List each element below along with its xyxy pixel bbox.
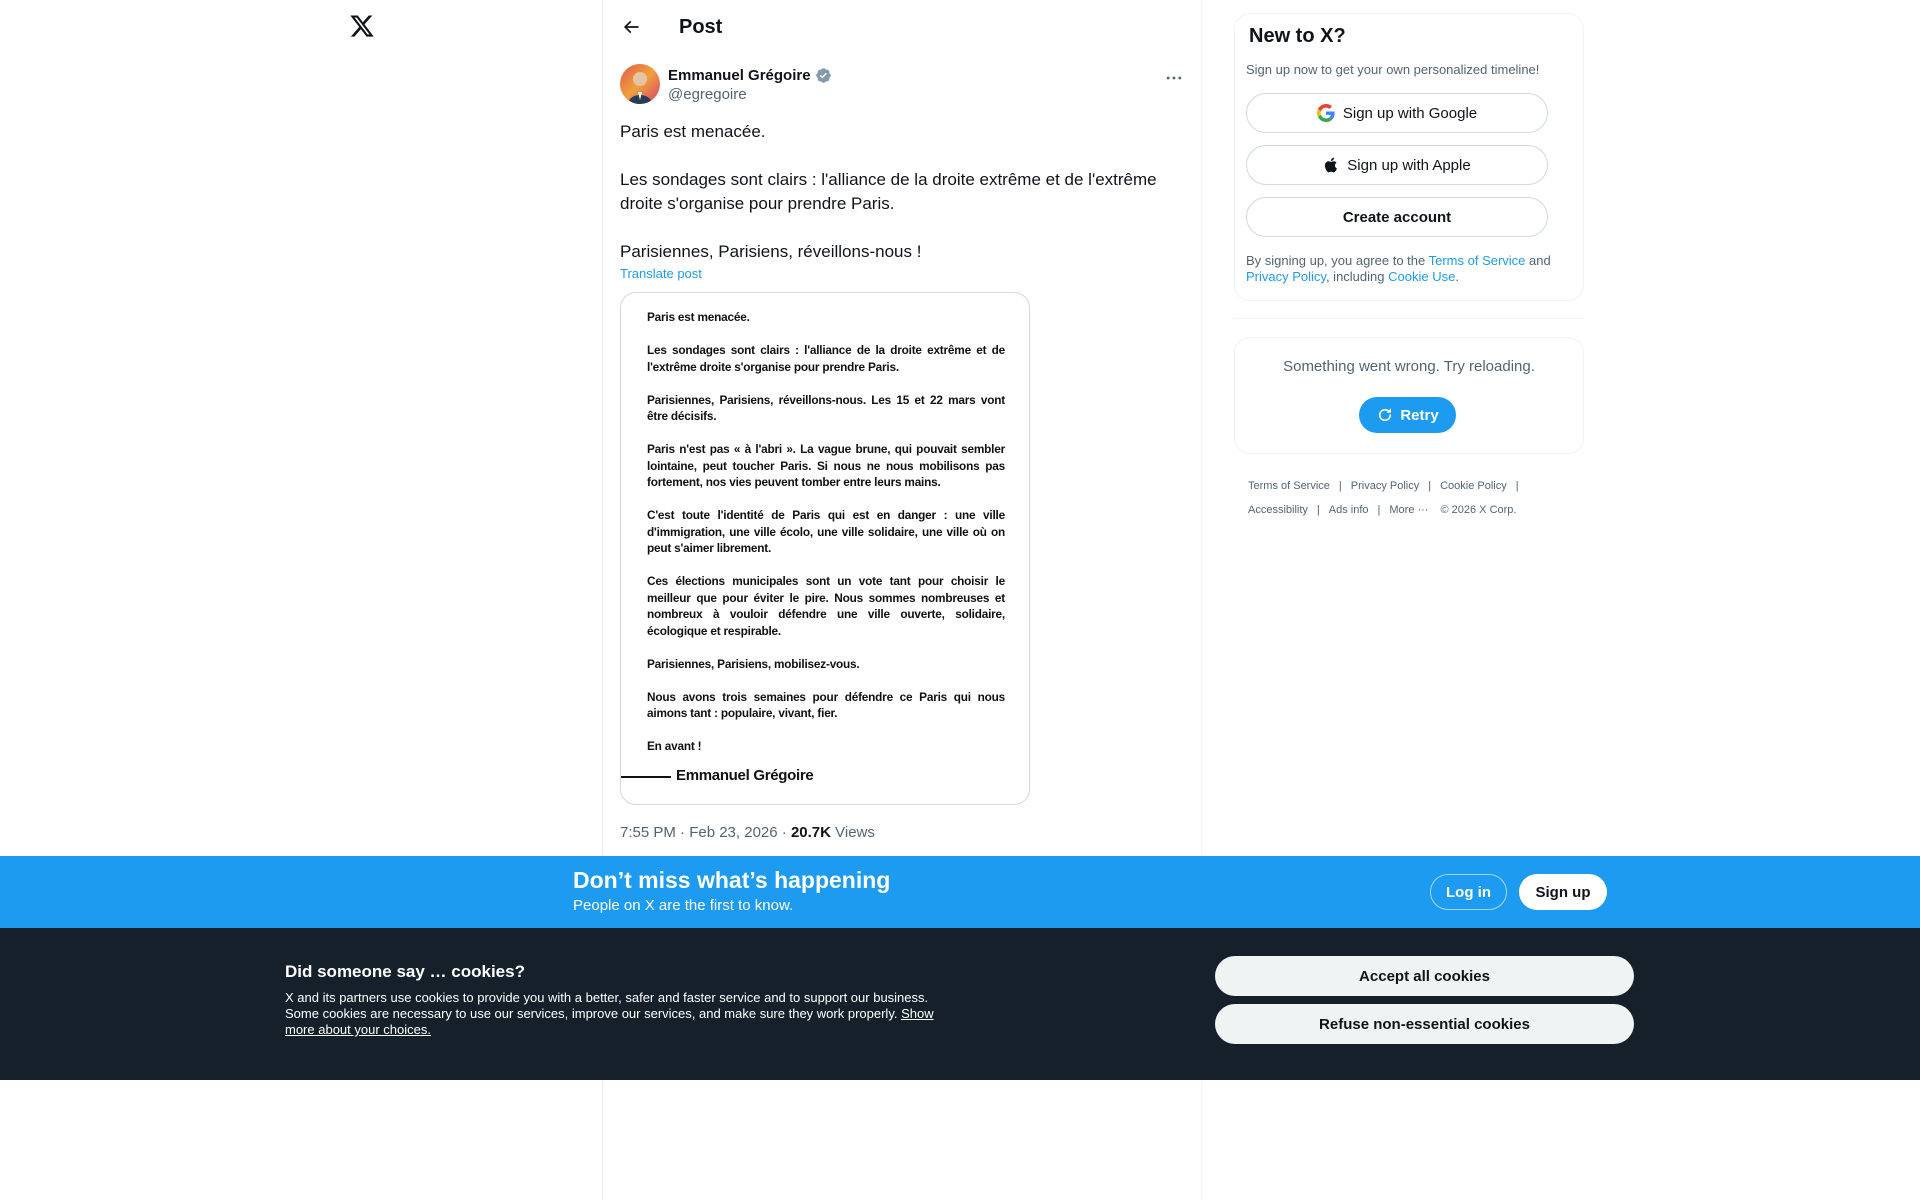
post-paragraph: Parisiennes, Parisiens, réveillons-nous ! bbox=[620, 242, 922, 261]
post-paragraph-spacer bbox=[620, 144, 1186, 168]
sidebar-divider bbox=[1234, 318, 1584, 319]
signup-button[interactable]: Sign up bbox=[1519, 874, 1607, 910]
translate-post-link[interactable]: Translate post bbox=[620, 266, 702, 281]
signup-apple-label: Sign up with Apple bbox=[1347, 156, 1471, 174]
terms-of-service-link[interactable]: Terms of Service bbox=[1428, 253, 1526, 268]
privacy-policy-link[interactable]: Privacy Policy bbox=[1246, 269, 1326, 284]
google-icon bbox=[1317, 104, 1335, 122]
more-options-icon[interactable] bbox=[1162, 68, 1186, 88]
error-message: Something went wrong. Try reloading. bbox=[1283, 358, 1535, 375]
author-row bbox=[620, 64, 1186, 106]
author-info bbox=[668, 66, 832, 103]
image-paragraph: Parisiennes, Parisiens, réveillons-nous. Les 15 et 22 mars vont être décisifs. bbox=[647, 392, 1005, 423]
retry-label: Retry bbox=[1400, 406, 1439, 424]
banner-title: Don’t miss what’s happening bbox=[573, 867, 891, 893]
footer-cookie-link[interactable]: Cookie Policy bbox=[1440, 480, 1507, 492]
footer-links: Terms of Service | Privacy Policy | Cookie Policy | Accessibility | Ads info | More ··· © 2026 X Corp. bbox=[1248, 474, 1578, 522]
image-paragraph: Parisiennes, Parisiens, mobilisez-vous. bbox=[647, 656, 860, 671]
post-paragraph-spacer bbox=[620, 216, 1186, 240]
image-paragraph: Les sondages sont clairs : l'alliance de la droite extrême et de l'extrême droite s'organise pour prendre Paris. bbox=[647, 343, 1005, 374]
post bbox=[620, 64, 1186, 841]
signup-google-button[interactable] bbox=[1246, 93, 1548, 133]
post-header bbox=[621, 14, 722, 40]
footer-privacy-link[interactable]: Privacy Policy bbox=[1350, 480, 1420, 492]
author-name[interactable]: Emmanuel Grégoire bbox=[668, 66, 811, 84]
cookie-use-link[interactable]: Cookie Use bbox=[1388, 269, 1456, 284]
signup-google-label: Sign up with Google bbox=[1342, 104, 1478, 122]
post-timestamp[interactable]: 7:55 PM · Feb 23, 2026 · bbox=[620, 824, 791, 841]
image-paragraph: Paris n'est pas « à l'abri ». La vague brune, qui pouvait sembler lointaine, peut toucher Paris. Si nous ne nous mobilisons pas fortement, nos vies peuvent tomber entre leurs mains. bbox=[647, 442, 1005, 489]
post-paragraph: Les sondages sont clairs : l'alliance de la droite extrême et de l'extrême droite s'organise pour prendre Paris. bbox=[620, 170, 1157, 213]
image-paragraph: Paris est menacée. bbox=[647, 310, 750, 324]
x-logo-icon[interactable] bbox=[349, 13, 375, 41]
post-paragraph: Paris est menacée. bbox=[620, 122, 766, 141]
post-meta bbox=[620, 824, 1186, 841]
footer-terms-link[interactable]: Terms of Service bbox=[1248, 480, 1330, 492]
login-button[interactable]: Log in bbox=[1430, 874, 1507, 910]
verified-badge-icon bbox=[815, 67, 832, 84]
footer-accessibility-link[interactable]: Accessibility bbox=[1248, 504, 1308, 516]
signup-title: New to X? bbox=[1249, 25, 1346, 47]
create-account-button[interactable]: Create account bbox=[1246, 197, 1548, 237]
login-banner bbox=[0, 856, 1920, 928]
refresh-icon bbox=[1376, 406, 1394, 424]
image-paragraph: Ces élections municipales sont un vote tant pour choisir le meilleur que pour éviter le pire. Nous sommes nombreuses et nombreux à vouloir défendre une ville ouverte, solidaire, écologique et respirable. bbox=[647, 574, 1005, 638]
image-paragraph: En avant ! bbox=[647, 739, 702, 753]
author-handle[interactable]: @egregoire bbox=[668, 86, 747, 103]
signature-line bbox=[621, 776, 671, 778]
image-paragraph: Nous avons trois semaines pour défendre ce Paris qui nous aimons tant : populaire, vivant, fier. bbox=[647, 689, 1005, 720]
views-count: 20.7K bbox=[790, 824, 831, 841]
footer-copyright: © 2026 X Corp. bbox=[1440, 504, 1517, 516]
apple-icon bbox=[1323, 156, 1339, 174]
refuse-cookies-button[interactable]: Refuse non-essential cookies bbox=[1215, 1004, 1634, 1044]
image-signature: Emmanuel Grégoire bbox=[676, 767, 814, 784]
cookie-title: Did someone say … cookies? bbox=[285, 962, 525, 981]
signup-card bbox=[1234, 13, 1584, 301]
retry-button[interactable] bbox=[1359, 397, 1456, 433]
banner-subtitle: People on X are the first to know. bbox=[573, 897, 794, 914]
image-paragraph: C'est toute l'identité de Paris qui est en danger : une ville d'immigration, une ville écolo, une ville solidaire, une ville où on peut s'aimer librement. bbox=[647, 508, 1005, 555]
cookie-text: X and its partners use cookies to provide you with a better, safer and faster service and to support our business. Some cookies are necessary to use our services, improve our services, and make sure they work properly. Show more about your choices. bbox=[285, 990, 934, 1037]
signup-subtitle: Sign up now to get your own personalized timeline! bbox=[1246, 62, 1540, 77]
back-arrow-icon[interactable] bbox=[621, 17, 641, 37]
footer-more-link[interactable]: More ··· bbox=[1389, 504, 1429, 516]
page-title: Post bbox=[679, 15, 723, 38]
accept-cookies-button[interactable]: Accept all cookies bbox=[1215, 956, 1634, 996]
signup-apple-button[interactable] bbox=[1246, 145, 1548, 185]
signup-terms: By signing up, you agree to the Terms of Service and Privacy Policy, including Cookie Use. bbox=[1246, 253, 1551, 284]
post-image[interactable] bbox=[620, 292, 1030, 805]
footer-ads-link[interactable]: Ads info bbox=[1328, 504, 1369, 516]
views-label: Views bbox=[830, 824, 875, 841]
cookie-banner bbox=[0, 928, 1920, 1080]
error-card bbox=[1234, 337, 1584, 454]
image-text bbox=[647, 309, 1005, 771]
avatar[interactable] bbox=[620, 64, 660, 104]
cookie-choices-link[interactable]: Show more about your choices. bbox=[285, 1006, 934, 1037]
post-text bbox=[620, 120, 1186, 264]
